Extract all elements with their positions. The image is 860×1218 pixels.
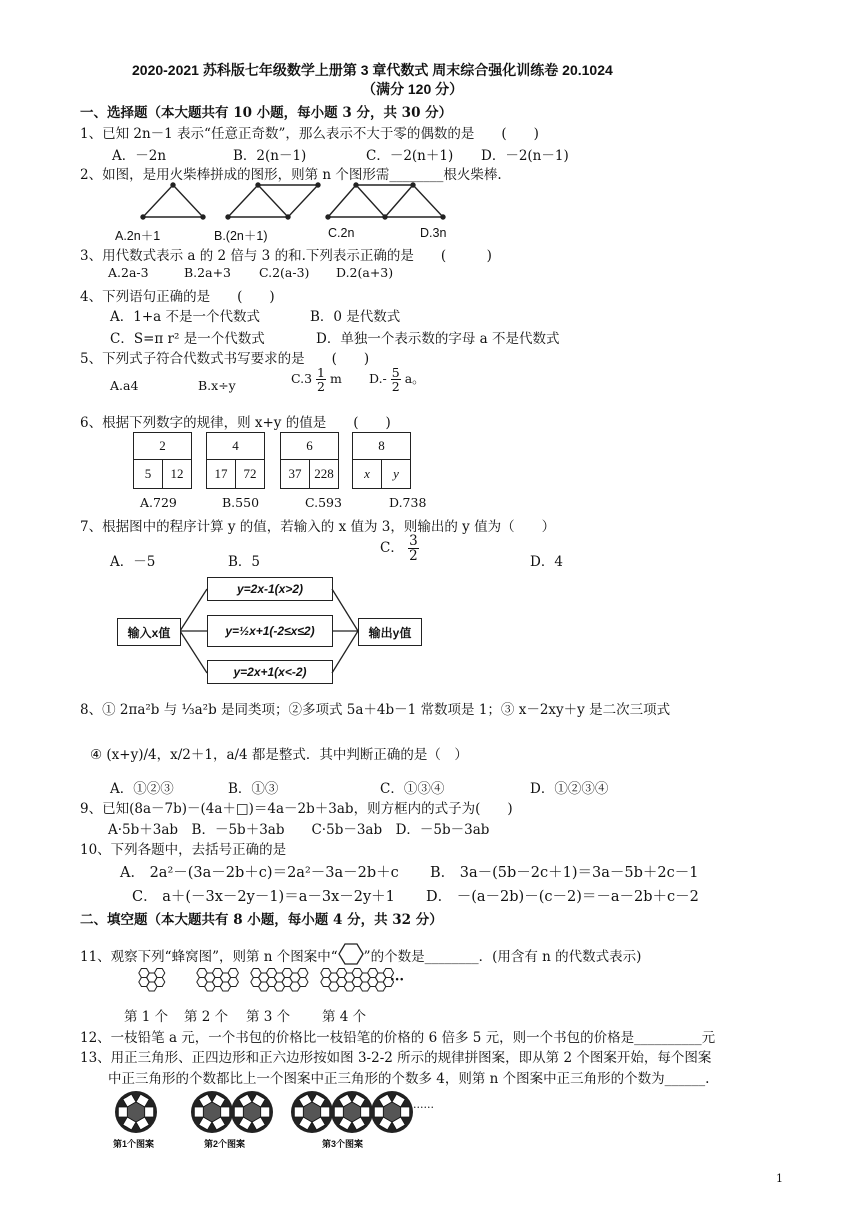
square-tile <box>334 1107 343 1117</box>
tiling-ellipsis: ...... <box>413 1098 434 1111</box>
q5-c-pre: C.3 <box>291 371 313 387</box>
page-subtitle: （满分 120 分） <box>362 81 464 97</box>
question-1-stem: 1、已知 2n－1 表示“任意正奇数”，那么表示不大于零的偶数的是 ( ) <box>80 126 539 142</box>
page-title: 2020-2021 苏科版七年级数学上册第 3 章代数式 周末综合强化训练卷 20.1024 <box>132 62 613 78</box>
q5-option-a: A.a4 <box>110 378 139 393</box>
square-tile <box>221 1107 230 1117</box>
q7-c-fraction: $\frac{3}{2}$ <box>409 533 418 565</box>
hexagon-cell <box>298 969 308 978</box>
q1-option-d: D．－2(n－1) <box>481 148 569 164</box>
question-4-stem: 4、下列语句正确的是 ( ) <box>80 289 275 305</box>
q5-d-pre: D.- <box>369 371 387 387</box>
hexagon-cell <box>154 969 164 978</box>
q3-option-b: B.2a+3 <box>184 265 231 280</box>
question-13-line-2: 中正三角形的个数都比上一个图案中正三角形的个数多 4，则第 n 个图案中正三角形的个数为______. <box>108 1071 710 1087</box>
square-tile <box>194 1107 203 1117</box>
q6-box-1: 2 5 12 <box>133 432 192 489</box>
q4-option-c: C．S=π r² 是一个代数式 <box>110 331 265 347</box>
section-heading-fill: 二、填空题（本大题共有 8 小题，每小题 4 分，共 32 分） <box>80 912 443 928</box>
flow-branch-1: y=2x-1(x>2) <box>207 577 333 601</box>
q11-label-3: 第 3 个 <box>246 1009 291 1025</box>
question-13-line-1: 13、用正三角形、正四边形和正六边形按如图 3-2-2 所示的规律拼图案，即从第 2 个图案开始，每个图案 <box>80 1050 712 1066</box>
honeycomb-figures <box>136 965 416 1001</box>
question-12-stem: 12、一枝铅笔 a 元，一个书包的价格比一枝铅笔的价格的 6 倍多 5 元，则一个书包的价格是__________元 <box>80 1030 716 1046</box>
page-number: 1 <box>776 1172 783 1185</box>
q5-d-fraction: $\frac{5}{2}$ <box>391 365 400 395</box>
q3-option-a: A.2a-3 <box>108 265 149 280</box>
q2-option-a: A.2n＋1 <box>115 229 161 243</box>
q13-label-2: 第2个图案 <box>204 1139 246 1149</box>
hexagon-cell <box>228 978 238 987</box>
flow-branch-3: y=2x+1(x<-2) <box>207 660 333 684</box>
q5-c-post: m <box>329 371 342 387</box>
q4-option-d: D．单独一个表示数的字母 a 不是代数式 <box>316 331 560 347</box>
square-tile <box>374 1107 383 1117</box>
square-tile <box>261 1107 270 1117</box>
square-tile <box>294 1107 303 1117</box>
q9-options: A·5b＋3ab B．－5b＋3ab C·5b－3ab D．－5b－3ab <box>108 822 490 838</box>
question-7-stem: 7、根据图中的程序计算 y 的值，若输入的 x 值为 3，则输出的 y 值为（ ） <box>80 519 556 535</box>
q7-option-d: D．4 <box>530 554 563 570</box>
q11-label-2: 第 2 个 <box>184 1009 229 1025</box>
q4-option-b: B．0 是代数式 <box>310 309 401 325</box>
q11-label-4: 第 4 个 <box>322 1009 367 1025</box>
q7-option-c: C． $\frac{3}{2}$ <box>380 533 418 565</box>
q7-option-a: A．－5 <box>110 554 156 570</box>
question-11-stem: 11、观察下列“蜂窝图”，则第 n 个图案中“ ”的个数是________．(用含有 n 的代数式表示) <box>80 943 641 965</box>
q10-option-b: B． 3a－(5b－2c＋1)＝3a－5b＋2c－1 <box>430 865 699 881</box>
q13-label-3: 第3个图案 <box>322 1139 364 1149</box>
flow-branch-2: y=½x+1(-2≤x≤2) <box>207 615 333 647</box>
question-3-stem: 3、用代数式表示 a 的 2 倍与 3 的和.下列表示正确的是 ( ) <box>80 248 492 264</box>
q6-box-2: 4 17 72 <box>206 432 265 489</box>
square-tile <box>401 1107 410 1117</box>
q6-box-3: 6 37 228 <box>280 432 339 489</box>
q1-option-c: C．－2(n＋1) <box>366 148 454 164</box>
q5-c-fraction: $\frac{1}{2}$ <box>317 365 325 395</box>
hexagon-cell <box>154 978 164 987</box>
q8-option-a: A．①②③ <box>110 781 174 797</box>
q10-option-c: C． a＋(－3x－2y－1)＝a－3x－2y＋1 <box>132 889 395 905</box>
q6-option-b: B.550 <box>222 495 260 510</box>
square-tile <box>321 1107 330 1117</box>
question-10-stem: 10、下列各题中，去括号正确的是 <box>80 842 287 858</box>
q5-d-post: a。 <box>404 371 425 387</box>
q5-option-d <box>369 366 425 393</box>
section-heading-choice: 一、选择题（本大题共有 10 小题，每小题 3 分，共 30 分） <box>80 105 453 121</box>
q5-option-c <box>291 366 342 393</box>
question-8-line-2: ④ (x+y)/4，x/2＋1，a/4 都是整式．其中判断正确的是（ ） <box>90 747 468 763</box>
q1-option-a: A．－2n <box>112 148 167 164</box>
tiling-figures <box>112 1088 432 1136</box>
q11-label-1: 第 1 个 <box>124 1009 169 1025</box>
q2-option-d: D.3n <box>420 226 447 240</box>
q6-option-d: D.738 <box>389 495 427 510</box>
q6-box-4: 8 x y <box>352 432 411 489</box>
question-2-stem: 2、如图，是用火柴棒拼成的图形，则第 n 个图形需________根火柴棒. <box>80 167 502 183</box>
q2-option-b: B.(2n＋1) <box>214 229 268 243</box>
square-tile <box>361 1107 370 1117</box>
q8-option-d: D．①②③④ <box>530 781 609 797</box>
matchstick-figures <box>138 182 448 222</box>
q6-option-c: C.593 <box>305 495 342 510</box>
q7-option-b: B．5 <box>228 554 261 570</box>
question-9-stem: 9、已知(8a－7b)－(4a＋□)＝4a－2b＋3ab，则方框内的式子为( ) <box>80 801 513 817</box>
q2-option-c: C.2n <box>328 226 355 240</box>
honeycomb-ellipsis: ··· <box>390 972 405 988</box>
q6-option-a: A.729 <box>140 495 177 510</box>
flow-output-box: 输出y值 <box>358 618 422 646</box>
hexagon-cell <box>228 969 238 978</box>
hexagon-cell <box>298 978 308 987</box>
q3-option-c: C.2(a-3) <box>259 265 310 280</box>
q13-label-1: 第1个图案 <box>113 1139 155 1149</box>
q10-option-d: D． －(a－2b)－(c－2)＝－a－2b＋c－2 <box>426 889 699 905</box>
q8-option-b: B．①③ <box>228 781 279 797</box>
question-6-stem: 6、根据下列数字的规律，则 x+y 的值是 ( ) <box>80 415 391 431</box>
q4-option-a: A．1+a 不是一个代数式 <box>110 309 260 325</box>
square-tile <box>145 1107 154 1117</box>
hexagon-icon <box>338 943 364 965</box>
square-tile <box>118 1107 127 1117</box>
q3-option-d: D.2(a+3) <box>336 265 394 280</box>
square-tile <box>234 1107 243 1117</box>
flow-input-box: 输入x值 <box>117 618 181 646</box>
q1-option-b: B．2(n－1) <box>233 148 307 164</box>
question-8-line-1: 8、① 2πa²b 与 ⅓a²b 是同类项；②多项式 5a＋4b－1 常数项是 1；③ x－2xy＋y 是二次三项式 <box>80 702 671 718</box>
q10-option-a: A． 2a²－(3a－2b＋c)＝2a²－3a－2b＋c <box>120 865 399 881</box>
question-5-stem: 5、下列式子符合代数式书写要求的是 ( ) <box>80 351 370 367</box>
q8-option-c: C．①③④ <box>380 781 445 797</box>
q5-option-b: B.x÷y <box>198 378 236 393</box>
